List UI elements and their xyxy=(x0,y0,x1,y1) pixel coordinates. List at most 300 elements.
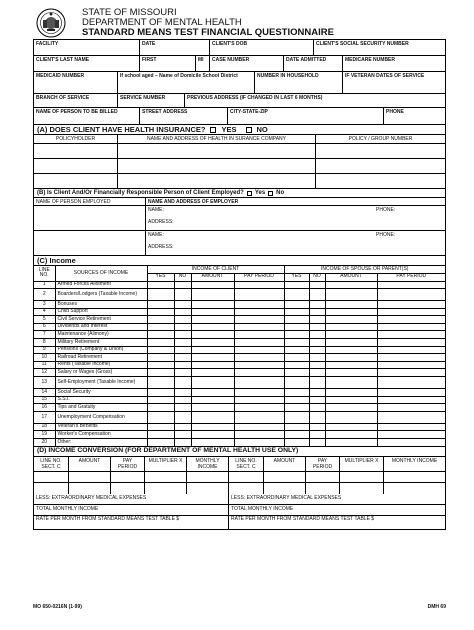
state-name: STATE OF MISSOURI xyxy=(82,7,177,18)
spouse-yes-cell[interactable] xyxy=(284,323,309,331)
person-employed-header: NAME OF PERSON EMPLOYED xyxy=(34,198,146,205)
client-no-cell[interactable] xyxy=(174,323,191,331)
spouse-pay-period-cell[interactable] xyxy=(377,439,445,447)
policy-number-input[interactable] xyxy=(316,159,445,173)
spouse-pay-period-cell[interactable] xyxy=(377,301,445,309)
spouse-yes-cell[interactable] xyxy=(284,301,309,309)
employed-no-label: No xyxy=(276,189,285,196)
spouse-no-cell[interactable] xyxy=(309,431,325,439)
city-state-zip-field[interactable]: CITY-STATE-ZIP xyxy=(228,108,384,124)
conversion-cell[interactable] xyxy=(229,483,264,494)
spouse-pay-period-cell[interactable] xyxy=(377,369,445,377)
employer-phone-label: PHONE: xyxy=(376,207,396,213)
spouse-yes-cell[interactable] xyxy=(284,389,309,397)
income-row xyxy=(34,301,445,309)
income-row xyxy=(34,361,445,369)
spouse-pay-period-cell[interactable] xyxy=(377,377,445,389)
policy-number-input[interactable] xyxy=(316,144,445,158)
spouse-amount-cell[interactable] xyxy=(325,354,377,362)
spouse-yes-cell[interactable] xyxy=(284,339,309,347)
client-pay-period-cell[interactable] xyxy=(234,396,284,404)
client-no-cell[interactable] xyxy=(174,281,191,289)
client-no-cell[interactable] xyxy=(174,354,191,362)
spouse-amount-cell[interactable] xyxy=(325,301,377,309)
spouse-no-cell[interactable] xyxy=(309,331,325,339)
client-yes-cell[interactable] xyxy=(147,308,174,316)
spouse-amount-cell[interactable] xyxy=(325,396,377,404)
insurance-company-input[interactable] xyxy=(118,174,316,188)
client-yes-cell[interactable] xyxy=(147,411,174,423)
spouse-pay-period-cell[interactable] xyxy=(377,396,445,404)
client-no-cell[interactable] xyxy=(174,369,191,377)
income-row xyxy=(34,404,445,412)
conversion-cell[interactable] xyxy=(306,483,340,494)
income-line-number: 19 xyxy=(34,431,55,439)
income-row xyxy=(34,423,445,431)
spouse-yes-cell[interactable] xyxy=(284,361,309,369)
client-amount-cell[interactable] xyxy=(191,289,234,301)
spouse-amount-cell[interactable] xyxy=(325,423,377,431)
conversion-cell[interactable] xyxy=(384,483,445,494)
client-yes-cell[interactable] xyxy=(147,331,174,339)
income-row xyxy=(34,289,445,301)
client-yes-cell[interactable] xyxy=(147,369,174,377)
medicaid-number-field[interactable]: MEDICAID NUMBER xyxy=(34,72,118,93)
conversion-cell[interactable] xyxy=(384,472,445,482)
household-count-field[interactable]: NUMBER IN HOUSEHOLD xyxy=(255,72,343,93)
conversion-cell[interactable] xyxy=(145,483,187,494)
client-yes-cell[interactable] xyxy=(147,431,174,439)
spouse-pay-period-cell[interactable] xyxy=(377,354,445,362)
client-pay-period-cell[interactable] xyxy=(234,281,284,289)
conversion-cell[interactable] xyxy=(187,472,229,482)
spouse-amount-cell[interactable] xyxy=(325,346,377,354)
spouse-amount-cell[interactable] xyxy=(325,411,377,423)
spouse-no-cell[interactable] xyxy=(309,361,325,369)
spouse-no-cell[interactable] xyxy=(309,316,325,324)
insurance-no-label: NO xyxy=(256,124,268,134)
client-no-cell[interactable] xyxy=(174,339,191,347)
income-source-label: Maintenance (Alimony) xyxy=(55,331,147,339)
client-yes-cell[interactable] xyxy=(147,289,174,301)
conversion-cell[interactable] xyxy=(306,472,340,482)
income-line-number: 5 xyxy=(34,316,55,324)
spouse-yes-cell[interactable] xyxy=(284,377,309,389)
spouse-pay-period-cell[interactable] xyxy=(377,281,445,289)
income-source-label: Bonuses xyxy=(55,301,147,309)
client-pay-period-cell[interactable] xyxy=(234,369,284,377)
employment-entry-2 xyxy=(34,231,445,256)
spouse-yes-cell[interactable] xyxy=(284,431,309,439)
client-no-cell[interactable] xyxy=(174,411,191,423)
income-source-label: Worker's Compensation xyxy=(55,431,147,439)
medical-expenses-left: LESS: EXTRAORDINARY MEDICAL EXPENSES xyxy=(34,494,229,504)
client-row-3 xyxy=(34,72,445,94)
spouse-amount-cell[interactable] xyxy=(325,377,377,389)
income-line-number: 20 xyxy=(34,439,55,447)
insurance-yes-label: YES xyxy=(221,124,237,134)
spouse-no-cell[interactable] xyxy=(309,301,325,309)
income-line-number: 18 xyxy=(34,423,55,431)
client-amount-cell[interactable] xyxy=(191,331,234,339)
spouse-yes-cell[interactable] xyxy=(284,439,309,447)
client-no-cell[interactable] xyxy=(174,377,191,389)
income-line-number: 13 xyxy=(34,377,55,389)
spouse-no-cell[interactable] xyxy=(309,423,325,431)
spouse-no-cell[interactable] xyxy=(309,339,325,347)
spouse-no-cell[interactable] xyxy=(309,346,325,354)
client-yes-cell[interactable] xyxy=(147,404,174,412)
spouse-yes-cell[interactable] xyxy=(284,404,309,412)
client-pay-period-cell[interactable] xyxy=(234,301,284,309)
income-table xyxy=(34,266,445,447)
form-code: DMH 69 xyxy=(427,604,446,610)
client-yes-cell[interactable] xyxy=(147,301,174,309)
department-name: DEPARTMENT OF MENTAL HEALTH xyxy=(82,17,242,28)
conversion-cell[interactable] xyxy=(340,472,384,482)
date-admitted-field[interactable]: DATE ADMITTED xyxy=(284,56,343,71)
client-amount-cell[interactable] xyxy=(191,389,234,397)
spouse-pay-period-cell[interactable] xyxy=(377,389,445,397)
policyholder-input[interactable] xyxy=(34,159,118,173)
spouse-no-cell[interactable] xyxy=(309,396,325,404)
date-field[interactable]: DATE xyxy=(140,40,210,55)
policyholder-input[interactable] xyxy=(34,144,118,158)
spouse-pay-period-cell[interactable] xyxy=(377,411,445,423)
spouse-yes-cell[interactable] xyxy=(284,281,309,289)
income-source-label: Social Security xyxy=(55,389,147,397)
spouse-yes-cell[interactable] xyxy=(284,423,309,431)
spouse-no-cell[interactable] xyxy=(309,281,325,289)
income-source-label: Pensions (Company & Union) xyxy=(55,346,147,354)
spouse-yes-cell[interactable] xyxy=(284,396,309,404)
spouse-amount-cell[interactable] xyxy=(325,281,377,289)
employer-address-label: ADDRESS: xyxy=(148,244,174,250)
total-income-row xyxy=(34,505,445,516)
conv-line-no-header-left: LINE NO. SECT. C xyxy=(34,457,69,471)
policyholder-input[interactable] xyxy=(34,174,118,188)
spouse-amount-cell[interactable] xyxy=(325,323,377,331)
income-line-number: 4 xyxy=(34,308,55,316)
medicare-number-field[interactable]: MEDICARE NUMBER xyxy=(345,57,395,63)
client-row-4 xyxy=(34,94,445,108)
facility-field[interactable]: FACILITY xyxy=(34,40,140,55)
client-yes-cell[interactable] xyxy=(147,281,174,289)
spouse-amount-cell[interactable] xyxy=(325,361,377,369)
insurance-no-checkbox[interactable] xyxy=(246,127,252,133)
insurance-entry-row xyxy=(34,144,445,159)
employer-name-label: NAME: xyxy=(148,232,164,238)
client-pay-period-cell[interactable] xyxy=(234,423,284,431)
client-no-cell[interactable] xyxy=(174,331,191,339)
middle-initial-field[interactable]: MI xyxy=(196,56,210,71)
client-amount-cell[interactable] xyxy=(191,369,234,377)
conversion-cell[interactable] xyxy=(34,472,69,482)
client-amount-cell[interactable] xyxy=(191,423,234,431)
client-yes-cell[interactable] xyxy=(147,354,174,362)
client-pay-period-cell[interactable] xyxy=(234,316,284,324)
insurance-columns xyxy=(34,135,445,144)
spouse-amount-cell[interactable] xyxy=(325,289,377,301)
insurance-company-input[interactable] xyxy=(118,159,316,173)
client-pay-period-cell[interactable] xyxy=(234,339,284,347)
policyholder-header: POLICYHOLDER xyxy=(34,135,118,143)
spouse-yes-cell[interactable] xyxy=(284,289,309,301)
spouse-no-cell[interactable] xyxy=(309,323,325,331)
client-yes-cell[interactable] xyxy=(147,323,174,331)
spouse-amount-cell[interactable] xyxy=(325,331,377,339)
income-row xyxy=(34,369,445,377)
client-pay-period-cell[interactable] xyxy=(234,323,284,331)
insurance-company-input[interactable] xyxy=(118,144,316,158)
spouse-yes-cell[interactable] xyxy=(284,369,309,377)
client-pay-period-cell[interactable] xyxy=(234,377,284,389)
client-amount-cell[interactable] xyxy=(191,404,234,412)
spouse-no-cell[interactable] xyxy=(309,354,325,362)
billing-phone-field[interactable]: PHONE xyxy=(386,109,404,115)
employment-question: (B) Is Client And/Or Financially Responsible Person of Client Employed? xyxy=(37,189,244,196)
client-pay-period-cell[interactable] xyxy=(234,404,284,412)
income-source-label: Salary or Wages (Gross) xyxy=(55,369,147,377)
spouse-amount-cell[interactable] xyxy=(325,439,377,447)
school-district-field[interactable]: If school aged – Name of Domicile School District xyxy=(118,72,255,93)
employer-name-label: NAME: xyxy=(148,207,164,213)
income-line-number: 2 xyxy=(34,289,55,301)
income-client-header: INCOME OF CLIENT xyxy=(147,266,284,273)
client-pay-period-cell[interactable] xyxy=(234,346,284,354)
client-no-cell[interactable] xyxy=(174,308,191,316)
client-yes-cell[interactable] xyxy=(147,346,174,354)
client-yes-cell[interactable] xyxy=(147,439,174,447)
conv-pay-period-header-left: PAY PERIOD xyxy=(111,457,145,471)
spouse-pay-period-cell[interactable] xyxy=(377,431,445,439)
client-no-cell[interactable] xyxy=(174,423,191,431)
conversion-cell[interactable] xyxy=(187,483,229,494)
client-yes-cell[interactable] xyxy=(147,389,174,397)
client-amount-cell[interactable] xyxy=(191,361,234,369)
spouse-amount-cell[interactable] xyxy=(325,389,377,397)
previous-address-field[interactable]: PREVIOUS ADDRESS (IF CHANGED IN LAST 6 MONTHS) xyxy=(187,95,323,101)
conversion-cell[interactable] xyxy=(229,472,264,482)
employer-address-label: ADDRESS: xyxy=(148,219,174,225)
billing-row xyxy=(34,108,445,125)
person-employed-input[interactable] xyxy=(34,206,146,230)
client-yes-cell[interactable] xyxy=(147,423,174,431)
client-amount-cell[interactable] xyxy=(191,323,234,331)
case-number-field[interactable]: CASE NUMBER xyxy=(210,56,284,71)
spouse-amount-cell[interactable] xyxy=(325,404,377,412)
client-no-cell[interactable] xyxy=(174,316,191,324)
insurance-company-header: NAME AND ADDRESS OF HEALTH IN SURANCE COMPANY xyxy=(118,135,316,143)
client-no-cell[interactable] xyxy=(174,289,191,301)
client-pay-period-cell[interactable] xyxy=(234,308,284,316)
client-amount-cell[interactable] xyxy=(191,308,234,316)
conversion-cell[interactable] xyxy=(69,483,111,494)
conv-monthly-header-right: MONTHLY INCOME xyxy=(391,457,438,464)
conv-line-no-header-right: LINE NO. SECT. C xyxy=(229,457,264,471)
income-source-label: Child Support xyxy=(55,308,147,316)
veteran-service-dates-field[interactable]: IF VETERAN DATES OF SERVICE xyxy=(345,73,425,79)
first-name-field[interactable]: FIRST xyxy=(140,56,196,71)
client-pay-period-cell[interactable] xyxy=(234,331,284,339)
client-amount-cell[interactable] xyxy=(191,316,234,324)
spouse-no-cell[interactable] xyxy=(309,369,325,377)
spouse-yes-cell[interactable] xyxy=(284,354,309,362)
employer-entry xyxy=(146,206,445,230)
spouse-no-cell[interactable] xyxy=(309,289,325,301)
service-number-field[interactable]: SERVICE NUMBER xyxy=(118,94,185,107)
total-income-right: TOTAL MONTHLY INCOME xyxy=(231,505,294,512)
spouse-yes-cell[interactable] xyxy=(284,331,309,339)
client-amount-cell[interactable] xyxy=(191,396,234,404)
spouse-pay-period-cell[interactable] xyxy=(377,308,445,316)
client-amount-cell[interactable] xyxy=(191,339,234,347)
client-yes-cell[interactable] xyxy=(147,316,174,324)
client-amount-cell[interactable] xyxy=(191,301,234,309)
spouse-pay-period-cell[interactable] xyxy=(377,323,445,331)
income-section-title: (C) Income xyxy=(37,255,76,265)
total-income-left: TOTAL MONTHLY INCOME xyxy=(34,505,229,515)
spouse-no-cell[interactable] xyxy=(309,439,325,447)
spouse-no-cell[interactable] xyxy=(309,411,325,423)
dob-field[interactable]: CLIENT'S DOB xyxy=(210,40,314,55)
client-no-cell[interactable] xyxy=(174,396,191,404)
policy-number-input[interactable] xyxy=(316,174,445,188)
spouse-pay-period-cell[interactable] xyxy=(377,289,445,301)
client-yes-cell[interactable] xyxy=(147,396,174,404)
spouse-amount-cell[interactable] xyxy=(325,431,377,439)
ssn-field[interactable]: CLIENT'S SOCIAL SECURITY NUMBER xyxy=(316,41,409,47)
conv-multiplier-header-left: MULTIPLIER X xyxy=(145,457,187,471)
income-source-label: Dividends and Interest xyxy=(55,323,147,331)
conversion-cell[interactable] xyxy=(111,483,145,494)
income-line-number: 14 xyxy=(34,389,55,397)
conversion-cell[interactable] xyxy=(145,472,187,482)
spouse-yes-cell[interactable] xyxy=(284,316,309,324)
client-amount-cell[interactable] xyxy=(191,346,234,354)
spouse-no-cell[interactable] xyxy=(309,389,325,397)
income-source-label: Tips and Gratuity xyxy=(55,404,147,412)
last-name-field[interactable]: CLIENT'S LAST NAME xyxy=(34,56,140,71)
client-amount-cell[interactable] xyxy=(191,281,234,289)
insurance-yes-checkbox[interactable] xyxy=(210,127,216,133)
client-yes-cell[interactable] xyxy=(147,377,174,389)
form-page xyxy=(33,8,446,624)
income-row xyxy=(34,308,445,316)
conversion-cell[interactable] xyxy=(111,472,145,482)
client-amount-cell[interactable] xyxy=(191,354,234,362)
spouse-pay-period-cell[interactable] xyxy=(377,339,445,347)
client-yes-cell[interactable] xyxy=(147,361,174,369)
spouse-no-cell[interactable] xyxy=(309,377,325,389)
income-source-label: Railroad Retirement xyxy=(55,354,147,362)
income-row xyxy=(34,411,445,423)
conversion-cell[interactable] xyxy=(264,472,306,482)
client-no-cell[interactable] xyxy=(174,346,191,354)
spouse-yes-cell[interactable] xyxy=(284,411,309,423)
client-no-cell[interactable] xyxy=(174,404,191,412)
client-row-1 xyxy=(34,40,445,56)
billed-person-field[interactable]: NAME OF PERSON TO BE BILLED xyxy=(34,108,140,124)
client-yes-cell[interactable] xyxy=(147,339,174,347)
spouse-pay-period-cell[interactable] xyxy=(377,316,445,324)
spouse-amount-header: AMOUNT xyxy=(325,273,377,281)
insurance-entry-row xyxy=(34,174,445,189)
income-line-number: 8 xyxy=(34,339,55,347)
income-line-number: 3 xyxy=(34,301,55,309)
spouse-amount-cell[interactable] xyxy=(325,316,377,324)
client-amount-cell[interactable] xyxy=(191,411,234,423)
conversion-cell[interactable] xyxy=(264,483,306,494)
income-row xyxy=(34,331,445,339)
client-no-cell[interactable] xyxy=(174,361,191,369)
conversion-cell[interactable] xyxy=(69,472,111,482)
medical-expenses-right: LESS: EXTRAORDINARY MEDICAL EXPENSES xyxy=(231,494,342,501)
client-pay-period-cell[interactable] xyxy=(234,411,284,423)
client-pay-period-cell[interactable] xyxy=(234,361,284,369)
income-row xyxy=(34,354,445,362)
spouse-pay-period-cell[interactable] xyxy=(377,331,445,339)
client-pay-period-cell[interactable] xyxy=(234,289,284,301)
client-pay-period-cell[interactable] xyxy=(234,431,284,439)
person-employed-input[interactable] xyxy=(34,231,146,255)
income-line-number: 17 xyxy=(34,411,55,423)
income-line-number: 1 xyxy=(34,281,55,289)
income-source-label: Armed Forces Allotment xyxy=(55,281,147,289)
employed-yes-checkbox[interactable] xyxy=(247,191,252,196)
client-no-cell[interactable] xyxy=(174,431,191,439)
branch-of-service-field[interactable]: BRANCH OF SERVICE xyxy=(34,94,118,107)
client-no-cell[interactable] xyxy=(174,301,191,309)
conversion-cell[interactable] xyxy=(340,483,384,494)
spouse-pay-period-cell[interactable] xyxy=(377,423,445,431)
form-title: STANDARD MEANS TEST FINANCIAL QUESTIONNAIRE xyxy=(82,27,334,38)
income-line-number: 7 xyxy=(34,331,55,339)
spouse-amount-cell[interactable] xyxy=(325,369,377,377)
client-pay-period-cell[interactable] xyxy=(234,389,284,397)
spouse-pay-period-cell[interactable] xyxy=(377,346,445,354)
spouse-pay-period-cell[interactable] xyxy=(377,361,445,369)
income-line-number: 12 xyxy=(34,369,55,377)
conversion-section-title: (D) INCOME CONVERSION (FOR DEPARTMENT OF MENTAL HEALTH USE ONLY) xyxy=(37,447,299,455)
income-source-label: Rents (Taxable Income) xyxy=(55,361,147,369)
income-line-number: 6 xyxy=(34,323,55,331)
client-pay-period-cell[interactable] xyxy=(234,354,284,362)
income-row xyxy=(34,339,445,347)
conversion-cell[interactable] xyxy=(34,483,69,494)
section-c-header xyxy=(34,256,445,266)
client-amount-cell[interactable] xyxy=(191,377,234,389)
client-amount-cell[interactable] xyxy=(191,431,234,439)
income-line-number: 15 xyxy=(34,396,55,404)
spouse-amount-cell[interactable] xyxy=(325,339,377,347)
street-address-field[interactable]: STREET ADDRESS xyxy=(140,108,228,124)
section-d-header xyxy=(34,447,445,457)
spouse-no-cell[interactable] xyxy=(309,308,325,316)
income-source-label: Veteran's Benefits xyxy=(55,423,147,431)
spouse-pay-period-cell[interactable] xyxy=(377,404,445,412)
client-pay-period-cell[interactable] xyxy=(234,439,284,447)
spouse-amount-cell[interactable] xyxy=(325,308,377,316)
client-amount-cell[interactable] xyxy=(191,439,234,447)
spouse-yes-cell[interactable] xyxy=(284,346,309,354)
questionnaire-form xyxy=(33,39,446,530)
client-no-cell[interactable] xyxy=(174,439,191,447)
client-no-cell[interactable] xyxy=(174,389,191,397)
spouse-yes-cell[interactable] xyxy=(284,308,309,316)
spouse-no-cell[interactable] xyxy=(309,404,325,412)
employed-no-checkbox[interactable] xyxy=(268,191,273,196)
